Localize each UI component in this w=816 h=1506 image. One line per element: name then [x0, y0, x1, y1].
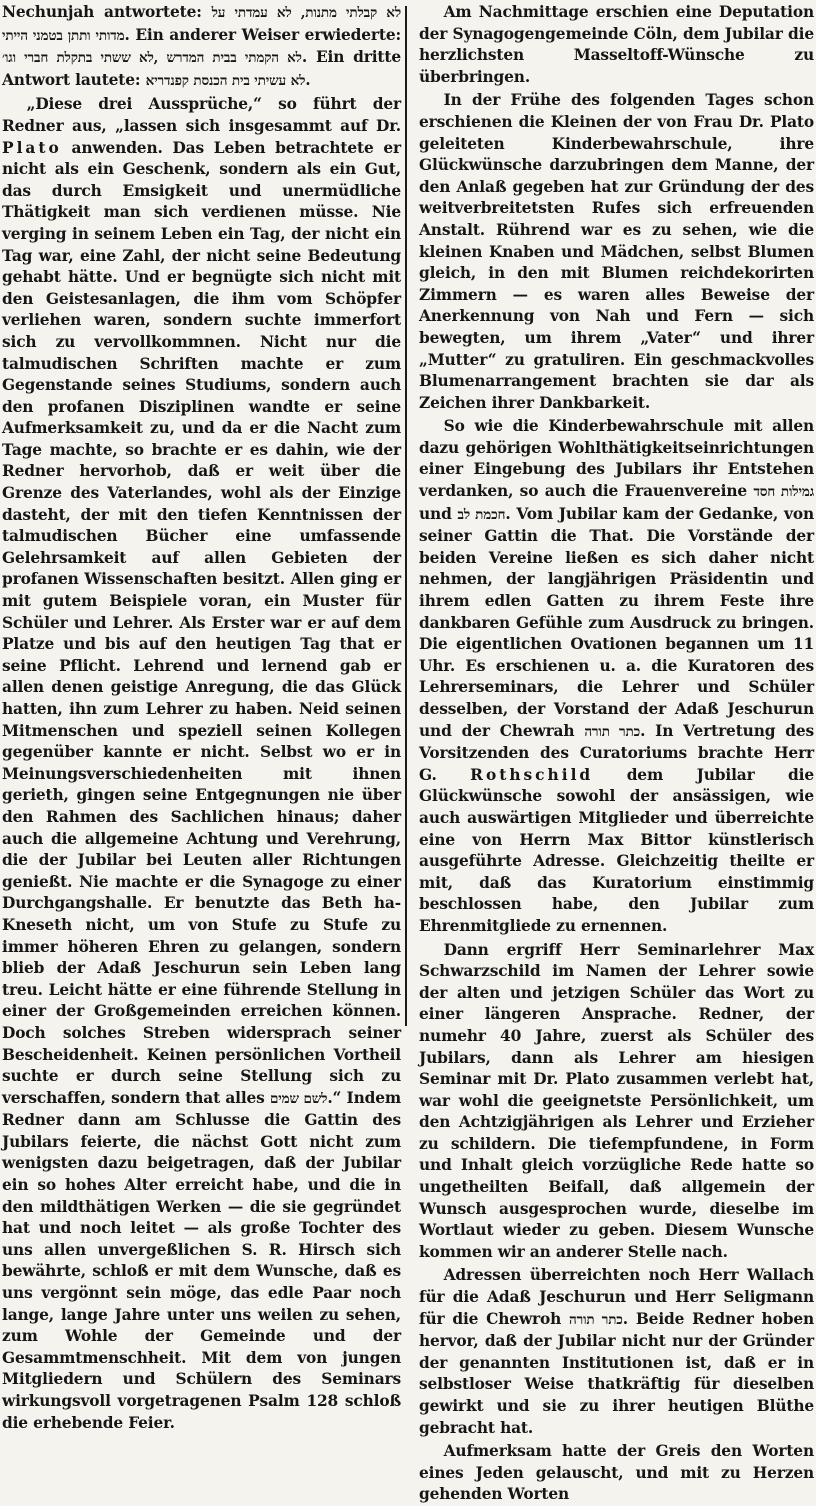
hebrew-phrase: גמילות חסד [753, 484, 814, 501]
text-run: Nechunjah antwortete: [2, 3, 212, 21]
text-run: und [419, 504, 458, 523]
hebrew-phrase: לא קבלתי מתנות, לא עמדתי על [211, 5, 401, 21]
text-run: dem Jubilar die Glückwünsche sowohl der ansässigen, wie auch auswärtigen Mitglieder und überreichte eine von Herrn Max Bittor künstlerisch ausgeführte Adresse. Gleichzeitig theilte er mit, daß das Kuratorium einstimmig beschlossen habe, den Jubilar zum Ehrenmitgliede zu ernennen. [419, 765, 814, 935]
hebrew-phrase: מדותי ותתן בטמני הייתי [2, 27, 125, 44]
text-run: . Ein dritte Antwort lautete: [2, 48, 401, 89]
text-run: .“ Indem Redner dann am Schlusse die Gattin des Jubilars feierte, die nächst Gott nicht zum wenigsten dazu beigetragen, daß der Jubilar ein so hohes Alter erreicht habe, und die in den mildthätigen Werken — die sie gegründet hat und noch leitet — als große Tochter des uns allen unvergeßlichen S. R. Hirsch sich bewährte, schloß er mit dem Wunsche, daß es uns vergönnt sein möge, das edle Paar noch lange, lange Jahre unter uns weilen zu sehen, zum Wohle der Gemeinde und der Gesammtmenschheit. Mit dem von jungen Mitgliedern und Schülern des Seminars wirkungsvoll vorgetragenen Psalm 128 schloß die erhebende Feier. [2, 1088, 401, 1432]
right-column [407, 2, 816, 1504]
hebrew-phrase: חכמת לב [457, 506, 506, 523]
text-run: Am Nachmittage erschien eine Deputation der Synagogengemeinde Cöln, dem Jubilar die herzlichsten Masseltoff-Wünsche zu überbringen. [419, 3, 814, 86]
spaced-name: Plato [2, 138, 62, 157]
paragraph [2, 2, 401, 92]
text-run: Aufmerksam hatte der Greis den Worten eines Jeden gelauscht, und mit zu Herzen gehenden Worten [419, 1442, 814, 1504]
hebrew-phrase: לא עשיתי בית הכנסת קפנדריא [145, 72, 306, 89]
spaced-name: Rothschild [470, 765, 594, 784]
text-run: . Beide Redner hoben hervor, daß der Jubilar nicht nur der Gründer der genannten Institutionen ist, daß er in selbstloser Weise thatkräftig für dieselben gewirkt und sie zu ihrer heutigen Blüthe gebracht hat. [419, 1309, 814, 1437]
paragraph [419, 90, 814, 414]
text-run: . Ein anderer Weiser erwiederte: [124, 25, 401, 44]
text-run: Adressen überreichten noch Herr Wallach für die Adaß Jeschurun und Herr Seligmann für die Chewroh [419, 1266, 814, 1328]
paragraph [2, 94, 401, 1434]
text-run: . In Vertretung des Vorsitzenden des Curatoriums brachte Herr G. [419, 721, 815, 784]
hebrew-phrase: לא הקמתי בבית המדרש ,לא ששתי בתקלת חברי וגו׳ [2, 50, 302, 67]
paragraph [419, 416, 814, 937]
text-run: „Diese drei Aussprüche,“ so führt der Redner aus, „lassen sich insgesammt auf Dr. [2, 95, 401, 135]
paragraph [419, 2, 814, 88]
paragraph [419, 1441, 814, 1506]
paragraph [419, 940, 814, 1264]
hebrew-phrase: כתר תורה [584, 723, 641, 740]
left-column [0, 2, 405, 1432]
hebrew-phrase: כתר תורה [569, 1311, 623, 1328]
text-run: . [305, 70, 311, 89]
hebrew-phrase: לשם שמים [269, 1090, 328, 1107]
text-run: So wie die Kinderbewahrschule mit allen dazu gehörigen Wohlthätigkeitseinrichtungen einer Eingebung des Jubilars ihr Entstehen verdanken, so auch die Frauenvereine [419, 417, 814, 501]
paragraph [419, 1265, 814, 1439]
text-run: anwenden. Das Leben betrachtete er nicht als ein Geschenk, sondern als ein Gut, das durch Emsigkeit und unermüdliche Thätigkeit man sich verdienen müsse. Nie verging in seinem Leben ein Tag, der nicht ein Tag war, eine Zahl, der nicht seine Bedeutung gehabt hätte. Und er begnügte sich nicht mit den Geistesanlagen, die ihm vom Schöpfer verliehen waren, sondern suchte immerfort sich zu vervollkommnen. Nicht nur die talmudischen Schriften machte er zum Gegenstande seines Studiums, sondern auch den profanen Disziplinen wandte er seine Aufmerksamkeit zu, und da er die Nacht zum Tage machte, so brachte er es dahin, wie der Redner hervorhob, daß er weit über die Grenze des Vaterlandes, wohl als der Einzige dasteht, der mit den tiefen Kenntnissen der talmudischen Bücher eine umfassende Gelehrsamkeit auf allen Gebieten der profanen Wissenschaften besitzt. Allen ging er mit gutem Beispiele voran, ein Muster für Schüler und Lehrer. Als Erster war er auf dem Platze und bis auf den heutigen Tag that er seine Pflicht. Lehrend und lernend gab er allen denen geistige Anregung, die das Glück hatten, ihn zum Lehrer zu haben. Neid seinen Mitmenschen und speziell seinen Kollegen gegenüber kannte er nicht. Selbst wo er in Meinungsverschiedenheiten mit ihnen gerieth, gingen seine Entgegnungen nie über den Rahmen des Sachlichen hinaus; daher auch die allgemeine Achtung und Verehrung, die der Jubilar bei Leuten aller Richtungen genießt. Nie machte er die Synagoge zu einer Durchgangshalle. Er benutzte das Beth ha-Kneseth nicht, um von Stufe zu Stufe zu immer höheren Ehren zu gelangen, sondern blieb der Adaß Jeschurun sein Leben lang treu. Leicht hätte er eine führende Stellung in einer der Großgemeinden erreichen können. Doch solches Streben widersprach seiner Bescheidenheit. Keinen persönlichen Vortheil suchte er durch seine Stellung sich zu verschaffen, sondern that alles [2, 138, 401, 1107]
text-run: Dann ergriff Herr Seminarlehrer Max Schwarzschild im Namen der Lehrer sowie der alten und jetzigen Schüler das Wort zu einer längeren Ansprache. Redner, der numehr 40 Jahre, zuerst als Schüler des Jubilars, dann als Lehrer am hiesigen Seminar mit Dr. Plato zusammen verlebt hat, war wohl die geeignetste Persönlichkeit, um den Achtzigjährigen als Lehrer und Erzieher zu schildern. Die tiefempfundene, in Form und Inhalt gleich vorzügliche Rede hatte so ungetheilten Beifall, daß allgemein der Wunsch ausgesprochen wurde, dieselbe im Wortlaut wieder zu geben. Diesem Wunsche kommen wir an anderer Stelle nach. [419, 940, 814, 1261]
text-run: . Vom Jubilar kam der Gedanke, von seiner Gattin die That. Die Vorstände der beiden Vereine ließen es sich daher nicht nehmen, der langjährigen Präsidentin und ihrem edlen Gatten zu ihrem Feste ihre dankbaren Gefühle zum Ausdruck zu bringen. Die eigentlichen Ovationen begannen um 11 Uhr. Es erschienen u. a. die Kuratoren des Lehrerseminars, die Lehrer und Schüler desselben, der Vorstand der Adaß Jeschurun und der Chewrah [419, 504, 814, 740]
text-run: In der Frühe des folgenden Tages schon erschienen die Kleinen der von Frau Dr. Plato geleiteten Kinderbewahrschule, ihre Glückwünsche darzubringen dem Manne, der den Anlaß gegeben hat zur Gründung der des weitverbreitetsten Rufes sich erfreuenden Anstalt. Rührend war es zu sehen, wie die kleinen Knaben und Mädchen, selbst Blumen gleich, in den mit Blumen reichdekorirten Zimmern — es waren alles Beweise der Anerkennung von Nah und Fern — sich bewegten, um ihrem „Vater“ und ihrer „Mutter“ zu gratuliren. Ein geschmackvolles Blumenarrangement brachten sie dar als Zeichen ihrer Dankbarkeit. [419, 91, 814, 412]
